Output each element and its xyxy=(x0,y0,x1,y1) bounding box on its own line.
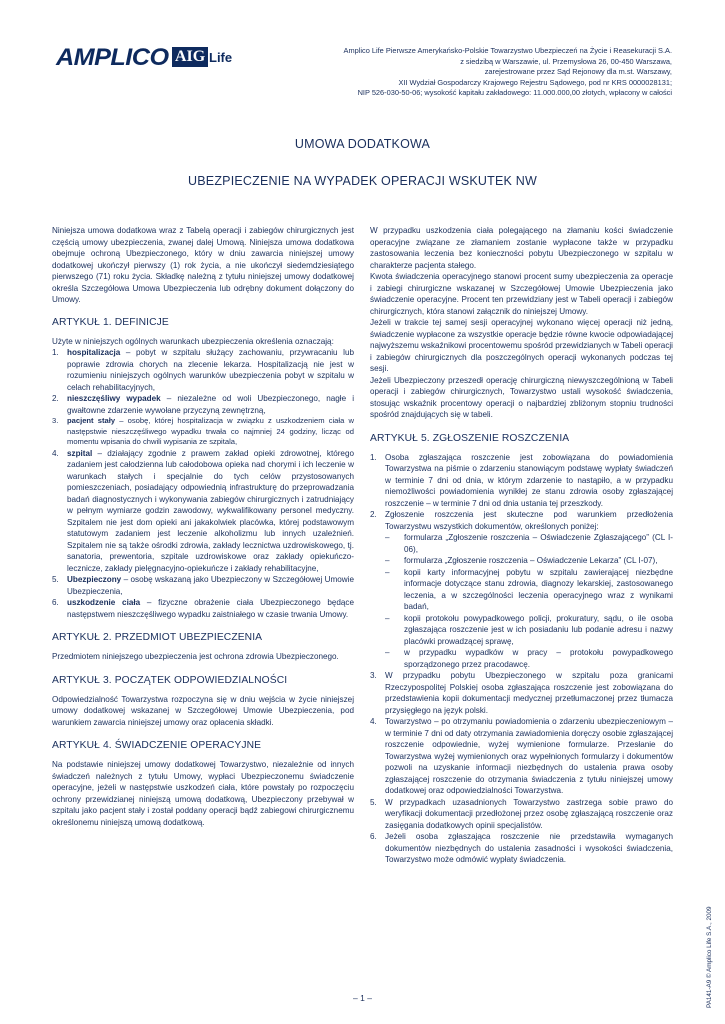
document-title: UMOWA DODATKOWA xyxy=(294,137,431,151)
claim-item: 4. Towarzystwo – po otrzymaniu powiadomienia o zdarzeniu ubezpieczeniowym – w terminie 7 dni od daty otrzymania zawiadomienia doręczy osobie zgłaszającej roszczenie odpowiednie, wyżej wymienione formularze. Przesłanie do Towarzystwa wyżej wymienionych oraz wypełnionych formularzy i dokumentów pozwoli na uzyskanie informacji niezbędnych do ustalenia prawa osoby zgłaszającej roszczenie do otrzymania świadczenia z tytułu niniejszej umowy dodatkowej oraz odpowiedzialności Towarzystwa. xyxy=(370,717,673,795)
article-2-heading: ARTYKUŁ 2. PRZEDMIOT UBEZPIECZENIA xyxy=(52,632,263,643)
article-3-heading: ARTYKUŁ 3. POCZĄTEK ODPOWIEDZIALNOŚCI xyxy=(52,674,288,686)
article-3-text: Odpowiedzialność Towarzystwa rozpoczyna się w dniu wejścia w życie niniejszej umowy dodatkowej wskazanej w Szczegółowej Umowie Ubezpieczenia, pod warunkiem zawarcia niniejszej umowy oraz opłacenia składki. xyxy=(52,694,354,727)
article-4-paragraph: Jeżeli Ubezpieczony przeszedł operację chirurgiczną niewyszczególnioną w Tabeli operacji i zabiegów chirurgicznych, Towarzystwo ustali wysokość świadczenia, stosując wskaźnik procentowy operacji o najbardziej zbliżonym stopniu trudności spośród znajdujących się w tabeli. xyxy=(370,375,673,419)
company-line: zarejestrowane przez Sąd Rejonowy dla m.st. Warszawy, xyxy=(484,67,672,77)
document-list-item: – kopii karty informacyjnej pobytu w szpitalu zawierającej niezbędne informacje dotyczące stanu zdrowia, diagnozy lekarskiej, zastosowanego leczenia, a w szczególności leczenia operacyjnego wraz z wynikami badań, xyxy=(385,567,673,611)
company-info xyxy=(272,46,672,99)
article-2-text: Przedmiotem niniejszego ubezpieczenia jest ochrona zdrowia Ubezpieczonego. xyxy=(52,652,339,661)
logo-aig-box: AIG xyxy=(172,47,208,67)
claim-item: 3. W przypadku pobytu Ubezpieczonego w szpitalu poza granicami Rzeczypospolitej Polskiej osoba zgłaszająca roszczenie jest zobowiązana do przedstawienia kopii dokumentacji medycznej przetłumaczonej przez tłumacza przysięgłego na język polski. xyxy=(370,671,673,715)
definition-item: 3. pacjent stały – osobę, której hospitalizacja w związku z uszkodzeniem ciała w następstwie nieszczęśliwego wypadku trwała co najmniej 24 godziny, licząc od momentu wpisania do chwili wypisania ze szpitala, xyxy=(52,416,354,446)
claim-item: 1. Osoba zgłaszająca roszczenie jest zobowiązana do powiadomienia Towarzystwa na piśmie o zdarzeniu stanowiącym podstawę wypłaty świadczeń w terminie 7 dni od dnia, w którym zdarzenie to nastąpiło, a w przypadku niemożliwości powiadomienia wynikłej ze stanu zdrowia osoby zgłaszającej roszczenie – w terminie 7 dni od dnia ustania tej przeszkody. xyxy=(370,452,673,508)
claim-item: 2. Zgłoszenie roszczenia jest skuteczne pod warunkiem przedłożenia Towarzystwu wszystkich dokumentów, określonych poniżej: xyxy=(370,510,673,531)
document-list-item: – w przypadku wypadków w pracy – protokołu powypadkowego sporządzonego przez pracodawcę. xyxy=(385,648,673,669)
article-4-paragraph: Kwota świadczenia operacyjnego stanowi procent sumy ubezpieczenia za operacje i zabiegi chirurgiczne wskazanej w Szczegółowej Umowie Ubezpieczenia jako świadczenie operacyjne. Procent ten przewidziany jest w Tabeli operacji i zabiegów chirurgicznych, która stanowi załącznik do niniejszej Umowy. xyxy=(370,272,673,316)
definition-item: 2. nieszczęśliwy wypadek – niezależne od woli Ubezpieczonego, nagłe i gwałtowne zdarzenie wywołane przyczyną zewnętrzną, xyxy=(52,394,354,415)
definition-item: 1. hospitalizacja – pobyt w szpitalu służący zachowaniu, przywracaniu lub poprawie zdrowia chorych na zlecenie lekarza. Hospitalizacją nie jest w rozumieniu niniejszych ogólnych warunków ubezpieczenia pobyt w szpitalu w celach rehabilitacyjnych, xyxy=(52,348,354,392)
page-number: – 1 – xyxy=(353,993,372,1003)
article-4-text: Na podstawie niniejszej umowy dodatkowej Towarzystwo, niezależnie od innych świadczeń należnych z tytułu Umowy, wypłaci Ubezpieczonemu świadczenie operacyjne, jeżeli w następstwie uszkodzeń ciała, które powstały po rozpoczęciu ochrony przewidzianej niniejszą umową dodatkową, Ubezpieczony przebywał w szpitalu jako pacjent stały i został poddany operacji bądź zabiegowi chirurgicznemu określonemu niniejszą umową dodatkową. xyxy=(52,760,354,827)
article-1-heading: ARTYKUŁ 1. DEFINICJE xyxy=(52,316,169,328)
document-list-item: – formularza „Zgłoszenie roszczenia – Oświadczenie Zgłaszającego” (CL I-06), xyxy=(385,533,673,554)
document-subtitle: UBEZPIECZENIE NA WYPADEK OPERACJI WSKUTEK NW xyxy=(188,174,537,188)
definition-item: 5. Ubezpieczony – osobę wskazaną jako Ubezpieczony w Szczegółowej Umowie Ubezpieczenia, xyxy=(52,575,354,596)
intro-paragraph: Niniejsza umowa dodatkowa wraz z Tabelą operacji i zabiegów chirurgicznych jest częścią umowy ubezpieczenia, zwanej dalej Umową. Niniejsza umowa dodatkowa obejmuje ochroną Ubezpieczonego, który w dniu zawarcia niniejszej umowy dodatkowej ukończył pierwszy (1) rok życia, a nie ukończył siedemdziesiątego pierwszego (71) roku życia. Składkę należną z tytułu niniejszej umowy dodatkowej określa Szczegółowa Umowa Ubezpieczenia lub odrębny dokument dołączony do Umowy. xyxy=(52,226,354,304)
article-4-paragraph: W przypadku uszkodzenia ciała polegającego na złamaniu kości świadczenie operacyjne związane ze złamaniem zostanie wypłacone także w przypadku zastosowania leczenia bez konieczności pobytu Ubezpieczonego w szpitalu w charakterze pacjenta stałego. xyxy=(370,226,673,270)
right-column xyxy=(370,225,673,866)
article-4-heading: ARTYKUŁ 4. ŚWIADCZENIE OPERACYJNE xyxy=(52,740,262,751)
document-list-item: – kopii protokołu powypadkowego policji, prokuratury, sądu, o ile osoba zgłaszająca roszczenie jest w ich posiadaniu lub podanie adresu i nazwy placówki prowadzącej sprawę, xyxy=(385,613,673,646)
company-line: NIP 526-030-50-06; wysokość kapitału zakładowego: 11.000.000,00 złotych, wpłacony w całości xyxy=(357,88,672,98)
definition-item: 4. szpital – działający zgodnie z prawem zakład opieki zdrowotnej, którego zadaniem jest całodzienna lub całodobowa opieka nad chorymi i ich leczenie w warunkach stałych i specjalnie do tych celów przystosowanych pomieszczeniach, posiadający odpowiednią infrastrukturę do przeprowadzania badań diagnostycznych i wykonywania zabiegów chirurgicznych i zatrudniający w pełnym wymiarze godzin zawodowy, wykwalifikowany personel medyczny. Szpitalem nie jest dom opieki ani jakakolwiek placówka, której podstawowym statutowym zadaniem jest leczenie alkoholizmu lub innych uzależnień. Szpitalem nie są także ośrodki zdrowia, zakłady lecznictwa uzdrowiskowego, tj. sanatoria, prewentoria, szpitale uzdrowiskowe oraz zakłady opiekuńczo-lecznicze, zakłady pielęgnacyjno-opiekuńcze i zakłady rehabilitacyjne, xyxy=(52,448,354,573)
footer-code: PA141-A9 © Amplico Life S.A., 2009 xyxy=(706,906,713,1008)
definition-item: 6. uszkodzenie ciała – fizyczne obrażenie ciała Ubezpieczonego będące następstwem nieszczęśliwego wypadku zaistniałego w czasie trwania Umowy. xyxy=(52,598,354,619)
logo-life-text: Life xyxy=(209,50,233,65)
claim-item: 6. Jeżeli osoba zgłaszająca roszczenie nie przedstawiła wymaganych dokumentów niezbędnych do ustalenia zasadności i wysokości świadczenia, Towarzystwo może odmówić wypłaty świadczenia. xyxy=(370,832,673,864)
company-line: Amplico Life Pierwsze Amerykańsko-Polskie Towarzystwo Ubezpieczeń na Życie i Reasekuracji S.A. xyxy=(343,46,672,55)
amplico-aig-life-logo xyxy=(56,46,246,72)
claim-item: 5. W przypadkach uzasadnionych Towarzystwo zastrzega sobie prawo do weryfikacji dokumentacji przedłożonej przez osobę zgłaszającą roszczenie oraz zasięgania dodatkowych opinii specjalistów. xyxy=(370,797,673,830)
company-line: XII Wydział Gospodarczy Krajowego Rejestru Sądowego, pod nr KRS 0000028131; xyxy=(398,77,672,87)
left-column xyxy=(52,225,354,828)
logo-amplico-wordmark: AMPLICO xyxy=(56,44,169,71)
article-4-paragraph: Jeżeli w trakcie tej samej sesji operacyjnej wykonano więcej operacji niż jedną, świadczenie wypłacone za wszystkie operacje będzie równe kwocie odpowiadającej najwyższemu wskaźnikowi procentowemu spośród przewidzianych w Tabeli operacji i zabiegów chirurgicznych dla poszczególnych operacji wykonanych podczas tej sesji. xyxy=(370,318,673,373)
document-list-item: – formularza „Zgłoszenie roszczenia – Oświadczenie Lekarza” (CL I-07), xyxy=(385,556,658,565)
article-1-intro: Użyte w niniejszych ogólnych warunkach ubezpieczenia określenia oznaczają: xyxy=(52,336,334,346)
article-5-heading: ARTYKUŁ 5. ZGŁOSZENIE ROSZCZENIA xyxy=(370,432,570,444)
company-line: z siedzibą w Warszawie, ul. Przemysłowa 26, 00-450 Warszawa, xyxy=(460,56,672,66)
